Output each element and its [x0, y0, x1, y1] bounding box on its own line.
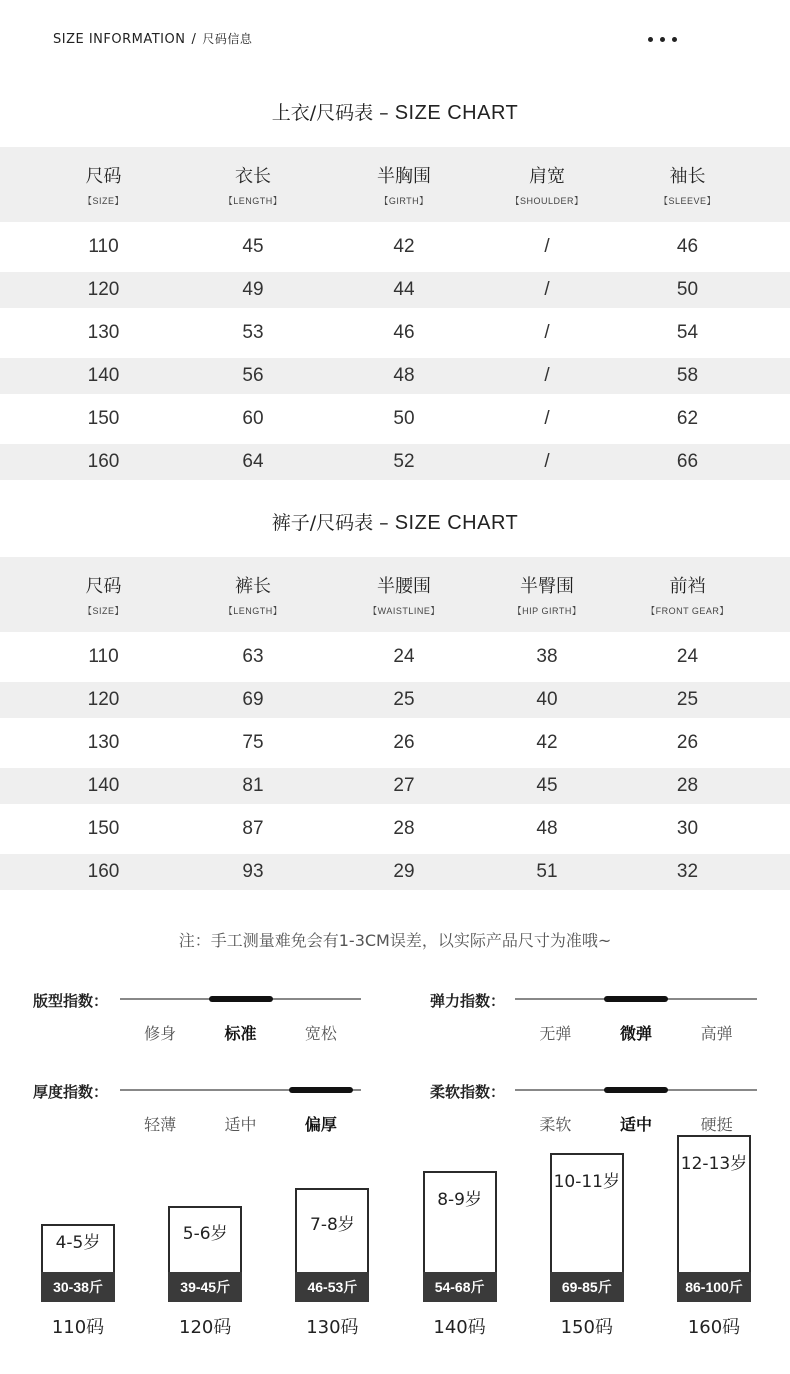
table-cell: /	[509, 394, 585, 444]
table-cell: 50	[585, 272, 790, 308]
table-cell: 26	[585, 718, 790, 768]
title-cn: 尺码信息	[202, 32, 253, 46]
table-cell: 110	[0, 222, 207, 272]
index-label: 版型指数：	[33, 992, 109, 1010]
table-cell: 160	[0, 444, 207, 480]
table-cell: 75	[207, 718, 299, 768]
table-cell: 28	[585, 768, 790, 804]
table-cell: 130	[0, 308, 207, 358]
column-header	[299, 557, 509, 632]
column-header-en: 【SLEEVE】	[658, 196, 717, 206]
table-cell: /	[509, 272, 585, 308]
column-header	[585, 147, 790, 222]
size-guide-code: 150码	[560, 1317, 613, 1338]
table-cell: 63	[207, 632, 299, 682]
table-cell: 27	[299, 768, 509, 804]
table-cell: 25	[585, 682, 790, 718]
table-cell: 25	[299, 682, 509, 718]
table-cell: 140	[0, 358, 207, 394]
table-cell: 42	[509, 718, 585, 768]
index-label: 柔软指数：	[430, 1083, 506, 1101]
page-header	[0, 0, 790, 78]
size-guide-box	[168, 1206, 242, 1302]
more-options-icon[interactable]	[648, 37, 677, 42]
table-cell: 48	[509, 804, 585, 854]
index-option: 修身	[144, 1024, 177, 1043]
index-option: 轻薄	[144, 1115, 177, 1134]
size-guide-age: 10-11岁	[553, 1171, 620, 1192]
column-header-cn: 尺码	[85, 166, 122, 187]
column-header-en: 【LENGTH】	[223, 196, 283, 206]
column-header-cn: 袖长	[669, 166, 706, 187]
size-guide-box	[41, 1224, 115, 1302]
table-row	[0, 804, 790, 854]
table-row	[0, 222, 790, 272]
size-guide-box	[677, 1135, 751, 1302]
table-cell: 81	[207, 768, 299, 804]
column-header-cn: 衣长	[235, 166, 271, 187]
table-cell: 56	[207, 358, 299, 394]
size-guide-code: 130码	[306, 1317, 359, 1338]
pants-size-table	[0, 557, 790, 890]
column-header-en: 【GIRTH】	[379, 196, 429, 206]
column-header	[299, 147, 509, 222]
table-row	[0, 632, 790, 682]
table-cell: 110	[0, 632, 207, 682]
size-guide-age: 12-13岁	[680, 1153, 748, 1174]
table-cell: 44	[299, 272, 509, 308]
table-cell: 24	[299, 632, 509, 682]
column-header-en: 【FRONT GEAR】	[646, 606, 729, 616]
table-cell: 52	[299, 444, 509, 480]
index-option: 无弹	[539, 1024, 572, 1043]
size-guide-age: 7-8岁	[310, 1215, 355, 1236]
index-label: 弹力指数：	[430, 992, 506, 1010]
index-option: 标准	[224, 1024, 257, 1043]
column-header-en: 【LENGTH】	[223, 606, 283, 616]
table-row	[0, 444, 790, 480]
index-option: 适中	[619, 1115, 652, 1134]
table-cell: /	[509, 358, 585, 394]
column-header-cn: 尺码	[85, 576, 122, 597]
size-guide-weight: 39-45斤	[168, 1272, 242, 1302]
index-marker	[604, 1087, 668, 1093]
column-header-cn: 前裆	[669, 576, 706, 597]
column-header	[509, 147, 585, 222]
column-header-en: 【WAISTLINE】	[368, 606, 440, 616]
table-cell: /	[509, 444, 585, 480]
table-cell: 48	[299, 358, 509, 394]
table-cell: 26	[299, 718, 509, 768]
table-cell: 69	[207, 682, 299, 718]
table-cell: 49	[207, 272, 299, 308]
table-cell: 40	[509, 682, 585, 718]
top-chart-title-en: SIZE CHART	[394, 102, 519, 124]
table-cell: 29	[299, 854, 509, 890]
index-option: 硬挺	[700, 1115, 733, 1134]
index-option: 适中	[224, 1115, 257, 1134]
column-header-en: 【SHOULDER】	[510, 196, 584, 206]
table-cell: 150	[0, 394, 207, 444]
column-header-en: 【HIP GIRTH】	[512, 606, 582, 616]
index-option: 微弹	[619, 1024, 652, 1043]
index-option: 宽松	[304, 1024, 337, 1043]
title-en: SIZE INFORMATION	[53, 32, 186, 47]
table-cell: 38	[509, 632, 585, 682]
table-cell: 54	[585, 308, 790, 358]
size-guide-code: 160码	[687, 1317, 741, 1338]
size-guide-box	[550, 1153, 624, 1302]
table-row	[0, 358, 790, 394]
size-guide-code: 140码	[433, 1317, 486, 1338]
column-header-en: 【SIZE】	[82, 606, 124, 616]
top-chart-title-cn: 上衣/尺码表 –	[271, 102, 389, 124]
column-header	[0, 557, 207, 632]
table-cell: 120	[0, 272, 207, 308]
column-header-cn: 半腰围	[377, 576, 431, 597]
table-cell: 160	[0, 854, 207, 890]
table-cell: 130	[0, 718, 207, 768]
index-option: 偏厚	[304, 1115, 337, 1134]
measurement-note: 注：手工测量难免会有1-3CM误差，以实际产品尺寸为准哦~	[178, 931, 612, 950]
title-separator: /	[191, 32, 197, 47]
table-cell: /	[509, 222, 585, 272]
size-guide-weight: 69-85斤	[550, 1272, 624, 1302]
size-guide-weight: 54-68斤	[423, 1272, 497, 1302]
table-row	[0, 308, 790, 358]
page-title	[53, 30, 252, 47]
index-marker	[209, 996, 273, 1002]
pants-chart-title-en: SIZE CHART	[394, 512, 519, 534]
table-cell: 32	[585, 854, 790, 890]
column-header	[0, 147, 207, 222]
table-row	[0, 854, 790, 890]
column-header	[207, 147, 299, 222]
table-cell: /	[509, 308, 585, 358]
table-cell: 28	[299, 804, 509, 854]
table-cell: 46	[585, 222, 790, 272]
table-cell: 46	[299, 308, 509, 358]
index-marker	[289, 1087, 353, 1093]
table-row	[0, 768, 790, 804]
table-cell: 66	[585, 444, 790, 480]
table-cell: 24	[585, 632, 790, 682]
table-row	[0, 718, 790, 768]
table-cell: 140	[0, 768, 207, 804]
size-guide-age: 4-5岁	[55, 1233, 101, 1253]
column-header-cn: 肩宽	[529, 166, 565, 187]
column-header-cn: 半胸围	[377, 166, 431, 187]
table-cell: 60	[207, 394, 299, 444]
table-cell: 150	[0, 804, 207, 854]
index-marker	[604, 996, 668, 1002]
index-option: 高弹	[700, 1024, 733, 1043]
column-header-en: 【SIZE】	[82, 196, 124, 206]
table-cell: 50	[299, 394, 509, 444]
table-cell: 87	[207, 804, 299, 854]
size-guide-weight: 30-38斤	[41, 1272, 115, 1302]
table-row	[0, 682, 790, 718]
index-label: 厚度指数：	[33, 1083, 109, 1101]
column-header-cn: 半臀围	[520, 576, 574, 597]
pants-chart-title-cn: 裤子/尺码表 –	[271, 512, 389, 534]
table-cell: 45	[509, 768, 585, 804]
top-chart-title	[0, 98, 790, 125]
size-guide-weight: 86-100斤	[677, 1272, 751, 1302]
table-cell: 42	[299, 222, 509, 272]
table-cell: 93	[207, 854, 299, 890]
table-cell: 53	[207, 308, 299, 358]
column-header	[585, 557, 790, 632]
pants-chart-title	[0, 508, 790, 535]
table-cell: 45	[207, 222, 299, 272]
table-row	[0, 272, 790, 308]
size-guide-age: 5-6岁	[182, 1224, 228, 1245]
table-cell: 51	[509, 854, 585, 890]
table-cell: 120	[0, 682, 207, 718]
column-header	[207, 557, 299, 632]
index-option: 柔软	[539, 1115, 572, 1134]
size-guide-age: 8-9岁	[437, 1189, 482, 1210]
column-header-cn: 裤长	[235, 576, 271, 597]
table-cell: 64	[207, 444, 299, 480]
top-size-table	[0, 147, 790, 480]
size-guide-code: 110码	[51, 1317, 105, 1338]
size-guide-weight: 46-53斤	[295, 1272, 369, 1302]
size-guide-code: 120码	[179, 1317, 232, 1338]
table-cell: 30	[585, 804, 790, 854]
table-cell: 62	[585, 394, 790, 444]
table-cell: 58	[585, 358, 790, 394]
column-header	[509, 557, 585, 632]
size-guide-box	[423, 1171, 497, 1302]
table-row	[0, 394, 790, 444]
size-guide-box	[295, 1188, 369, 1302]
